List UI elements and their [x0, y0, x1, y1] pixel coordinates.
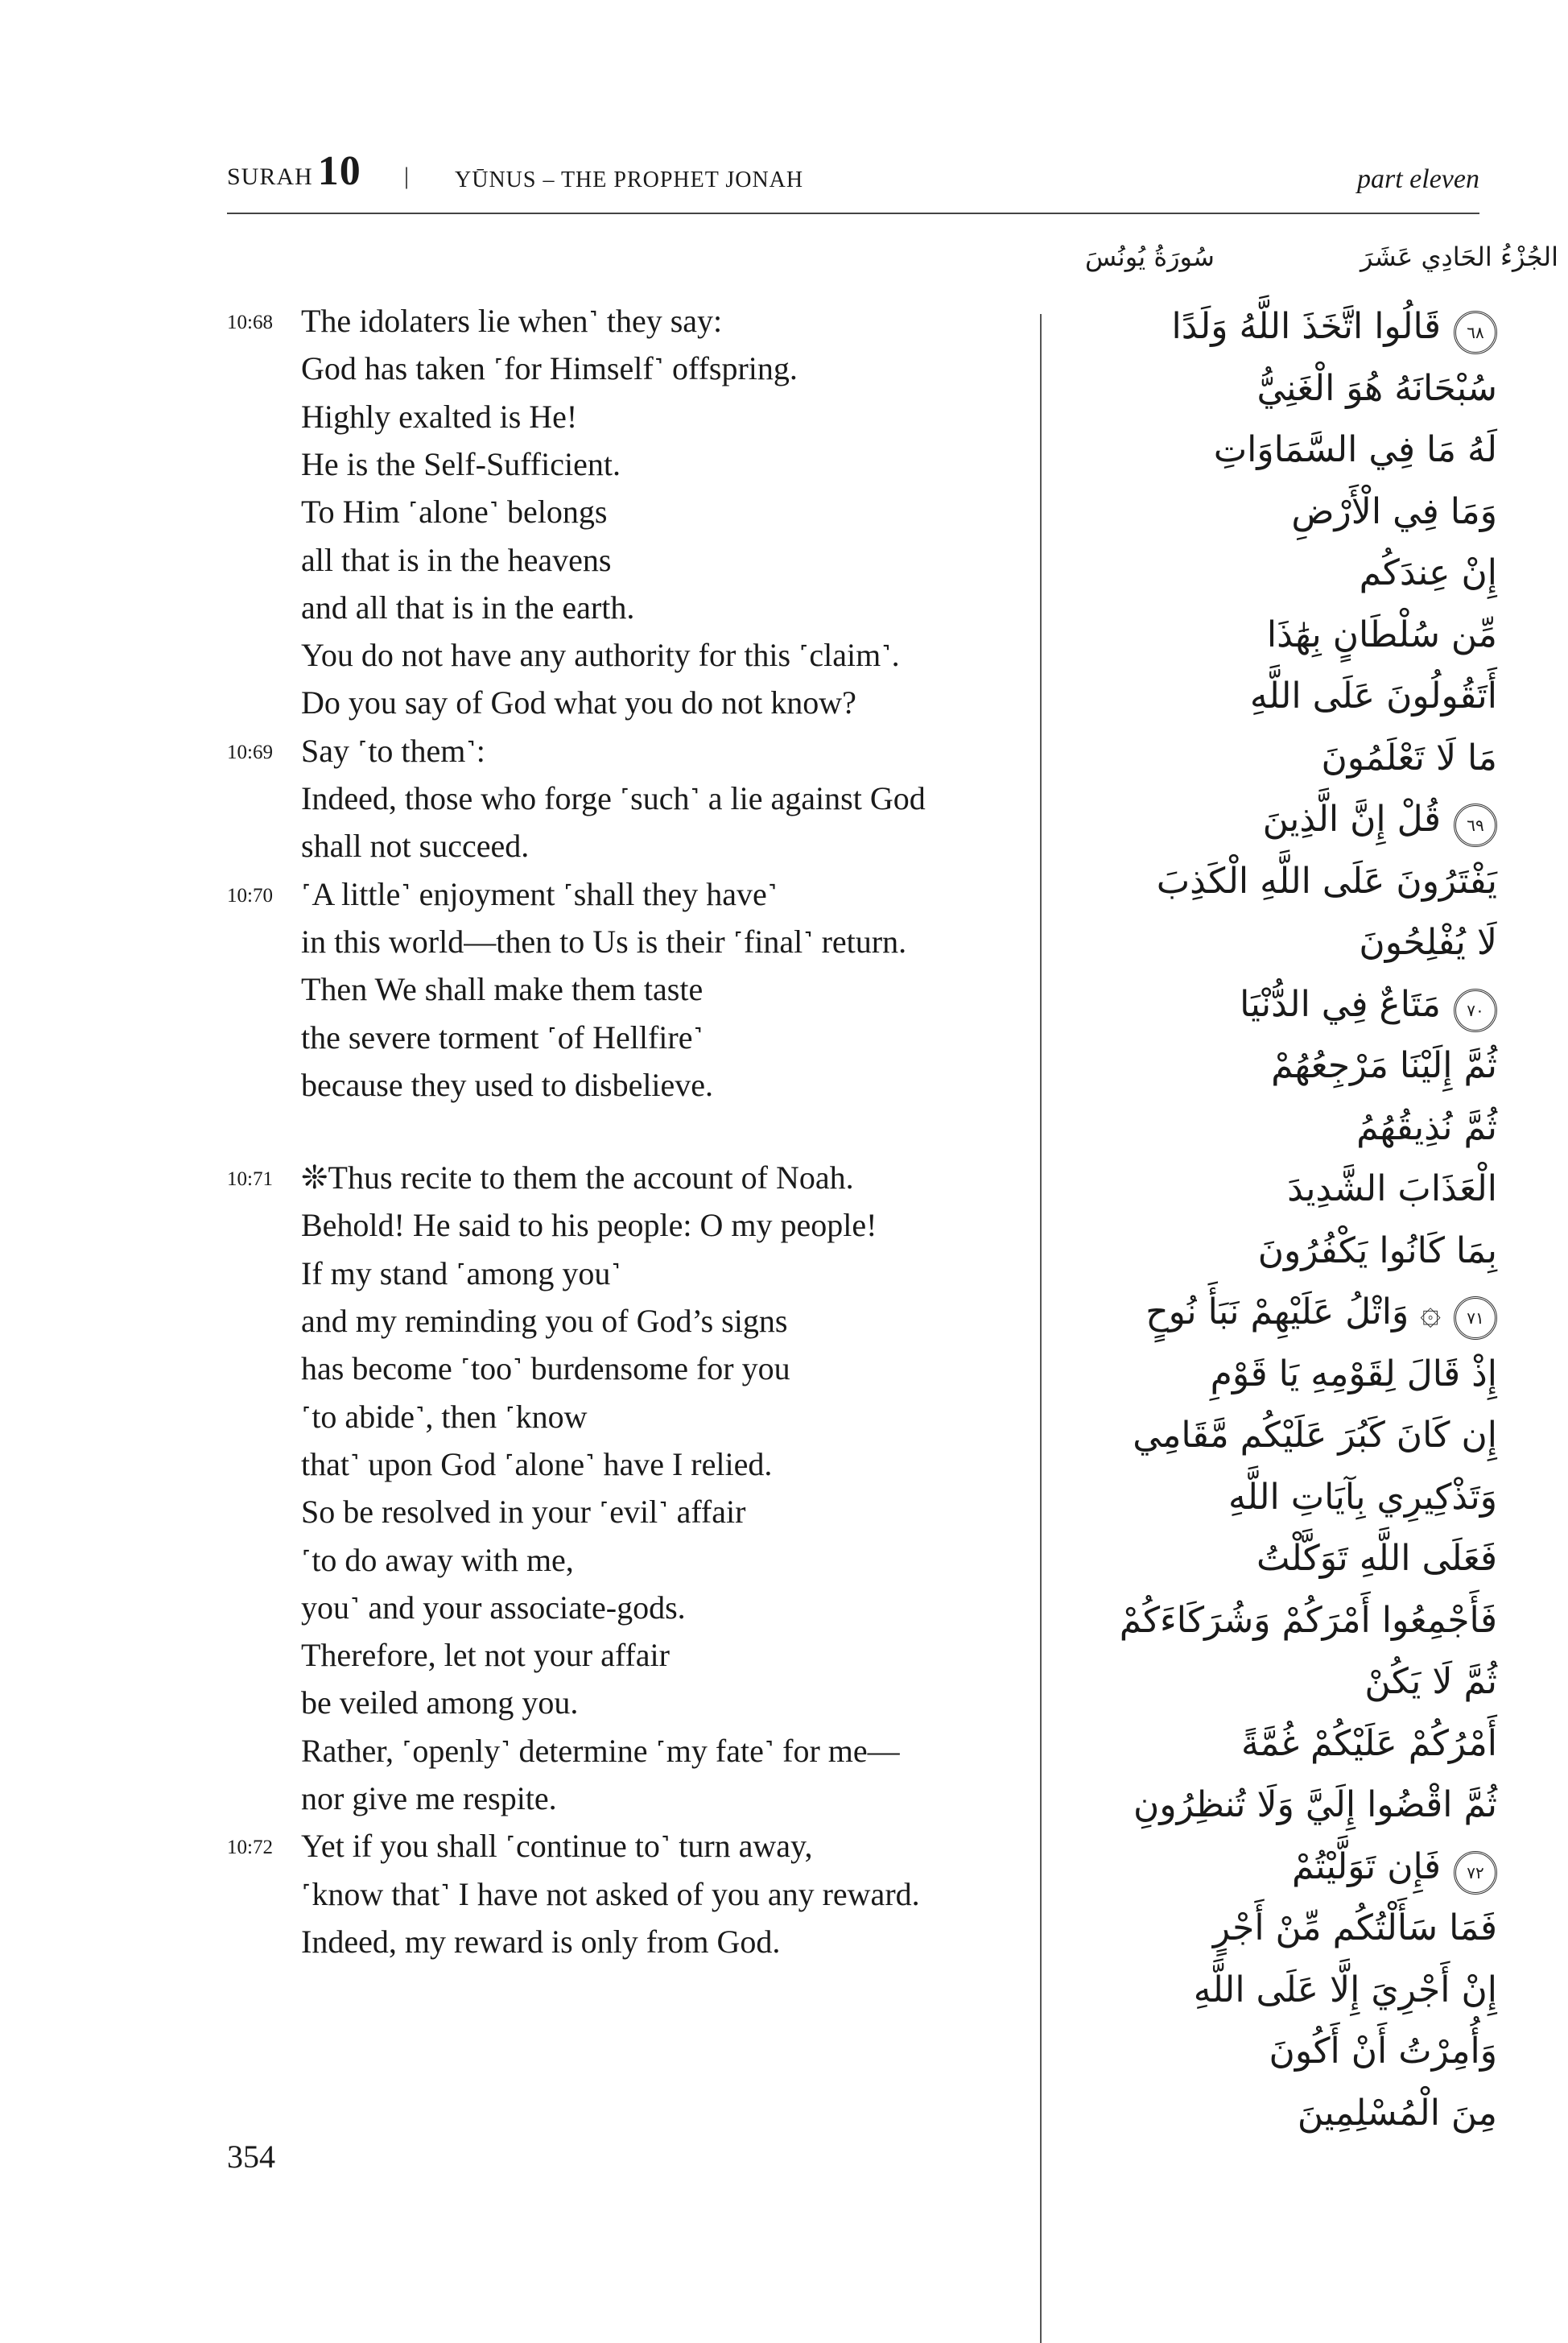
page-number: 354: [227, 2138, 275, 2175]
arabic-line: مَا لَا تَعْلَمُونَ: [1321, 738, 1497, 779]
translation-text: all that is in the heavens: [301, 542, 612, 578]
translation-text: nor give me respite.: [301, 1780, 557, 1816]
verse-number-medallion: ٦٨: [1454, 311, 1497, 354]
translation-text: Indeed, those who forge ˹such˺ a lie against God: [301, 780, 926, 816]
arabic-line: قُلْ إِنَّ الَّذِينَ: [1262, 799, 1441, 840]
translation-text: and all that is in the earth.: [301, 589, 635, 626]
arabic-line: فَإِن تَوَلَّيْتُمْ: [1292, 1846, 1441, 1887]
arabic-line: إِنْ عِندَكُم: [1359, 552, 1497, 593]
verse-reference: 10:69: [227, 742, 273, 763]
arabic-line: إِنْ أَجْرِيَ إِلَّا عَلَى اللَّهِ: [1193, 1969, 1497, 2010]
arabic-line: الْعَذَابَ الشَّدِيدَ: [1287, 1168, 1497, 1209]
surah-number: 10: [317, 148, 361, 194]
arabic-part-heading: الجُزْءُ الحَادِي عَشَرَ: [1360, 242, 1558, 272]
translation-text: and my reminding you of God’s signs: [301, 1303, 788, 1339]
translation-text: Rather, ˹openly˺ determine ˹my fate˺ for me—: [301, 1733, 900, 1769]
arabic-line: وَأُمِرْتُ أَنْ أَكُونَ: [1269, 2031, 1497, 2072]
translation-text: the severe torment ˹of Hellfire˺: [301, 1019, 704, 1056]
verse-reference: 10:71: [227, 1168, 273, 1190]
arabic-line: يَفْتَرُونَ عَلَى اللَّهِ الْكَذِبَ: [1156, 861, 1497, 902]
translation-text: Behold! He said to his people: O my people!: [301, 1207, 877, 1243]
translation-text: To Him ˹alone˺ belongs: [301, 494, 608, 530]
arabic-line: فَعَلَى اللَّهِ تَوَكَّلْتُ: [1256, 1538, 1497, 1579]
translation-text: you˺ and your associate-gods.: [301, 1589, 686, 1626]
arabic-line: أَتَقُولُونَ عَلَى اللَّهِ: [1249, 676, 1497, 717]
translation-text: ❊Thus recite to them the account of Noah.: [301, 1159, 854, 1196]
translation-text: You do not have any authority for this ˹claim˺.: [301, 637, 900, 673]
arabic-line: ثُمَّ اقْضُوا إِلَيَّ وَلَا تُنظِرُونِ: [1133, 1784, 1497, 1825]
translation-text: Yet if you shall ˹continue to˺ turn away,: [301, 1828, 813, 1864]
arabic-line: لَا يُفْلِحُونَ: [1359, 922, 1497, 963]
arabic-line: أَمْرُكُمْ عَلَيْكُمْ غُمَّةً: [1241, 1723, 1497, 1764]
verse-number-medallion: ٧٠: [1454, 989, 1497, 1032]
arabic-line: إِذْ قَالَ لِقَوْمِهِ يَا قَوْمِ: [1210, 1353, 1497, 1395]
translation-text: Then We shall make them taste: [301, 971, 704, 1007]
column-divider: [1040, 314, 1042, 2343]
translation-text: He is the Self-Sufficient.: [301, 446, 621, 482]
surah-title: YŪNUS – THE PROPHET JONAH: [455, 167, 804, 192]
arabic-line: وَتَذْكِيرِي بِآيَاتِ اللَّهِ: [1228, 1477, 1497, 1518]
translation-text: So be resolved in your ˹evil˺ affair: [301, 1494, 746, 1530]
translation-text: Therefore, let not your affair: [301, 1637, 670, 1673]
verse-reference: 10:70: [227, 885, 273, 907]
arabic-line: إِن كَانَ كَبُرَ عَلَيْكُم مَّقَامِي: [1133, 1415, 1497, 1456]
arabic-line: ثُمَّ لَا يَكُنْ: [1364, 1661, 1497, 1702]
arabic-line: سُبْحَانَهُ هُوَ الْغَنِيُّ: [1256, 368, 1497, 409]
translation-text: The idolaters lie when˺ they say:: [301, 303, 723, 339]
translation-text: that˺ upon God ˹alone˺ have I relied.: [301, 1446, 773, 1482]
translation-text: ˹A little˺ enjoyment ˹shall they have˺: [301, 876, 778, 912]
arabic-line: ۞ وَاتْلُ عَلَيْهِمْ نَبَأَ نُوحٍ: [1145, 1291, 1441, 1333]
translation-text: Highly exalted is He!: [301, 399, 578, 435]
translation-text: Indeed, my reward is only from God.: [301, 1924, 781, 1960]
part-label: part eleven: [1357, 164, 1479, 194]
translation-text: in this world—then to Us is their ˹final˺ return.: [301, 924, 907, 960]
arabic-line: ثُمَّ إِلَيْنَا مَرْجِعُهُمْ: [1271, 1045, 1497, 1086]
arabic-surah-heading: سُورَةُ يُونُسَ: [1085, 242, 1215, 272]
header-rule: [227, 213, 1479, 214]
verse-reference: 10:72: [227, 1837, 273, 1858]
arabic-line: قَالُوا اتَّخَذَ اللَّهُ وَلَدًا: [1171, 306, 1441, 347]
translation-text: Say ˹to them˺:: [301, 733, 485, 769]
arabic-line: ثُمَّ نُذِيقُهُمُ: [1356, 1107, 1497, 1148]
running-header: [227, 148, 1479, 217]
verse-number-medallion: ٧٢: [1454, 1851, 1497, 1895]
translation-text: shall not succeed.: [301, 828, 530, 864]
arabic-line: مِنَ الْمُسْلِمِينَ: [1297, 2093, 1497, 2134]
translation-text: ˹know that˺ I have not asked of you any reward.: [301, 1876, 920, 1912]
arabic-line: وَمَا فِي الْأَرْضِ: [1291, 491, 1497, 532]
arabic-line: لَهُ مَا فِي السَّمَاوَاتِ: [1213, 429, 1497, 470]
arabic-line: فَمَا سَأَلْتُكُم مِّنْ أَجْرٍ: [1212, 1907, 1497, 1948]
translation-text: Do you say of God what you do not know?: [301, 684, 856, 721]
verse-number-medallion: ٧١: [1454, 1296, 1497, 1340]
verse-reference: 10:68: [227, 312, 273, 333]
translation-text: because they used to disbelieve.: [301, 1067, 714, 1103]
arabic-line: مَتَاعٌ فِي الدُّنْيَا: [1240, 984, 1441, 1025]
arabic-line: مِّن سُلْطَانٍ بِهَٰذَا: [1266, 614, 1497, 655]
translation-text: be veiled among you.: [301, 1684, 579, 1721]
translation-text: If my stand ˹among you˺: [301, 1255, 621, 1291]
translation-text: God has taken ˹for Himself˺ offspring.: [301, 350, 798, 386]
translation-text: ˹to do away with me,: [301, 1542, 574, 1578]
verse-number-medallion: ٦٩: [1454, 804, 1497, 847]
translation-text: has become ˹too˺ burdensome for you: [301, 1350, 790, 1386]
header-separator: |: [404, 163, 410, 189]
arabic-line: فَأَجْمِعُوا أَمْرَكُمْ وَشُرَكَاءَكُمْ: [1119, 1600, 1497, 1641]
translation-text: ˹to abide˺, then ˹know: [301, 1399, 588, 1435]
arabic-line: بِمَا كَانُوا يَكْفُرُونَ: [1257, 1230, 1497, 1271]
surah-label: SURAH 10: [227, 148, 361, 194]
